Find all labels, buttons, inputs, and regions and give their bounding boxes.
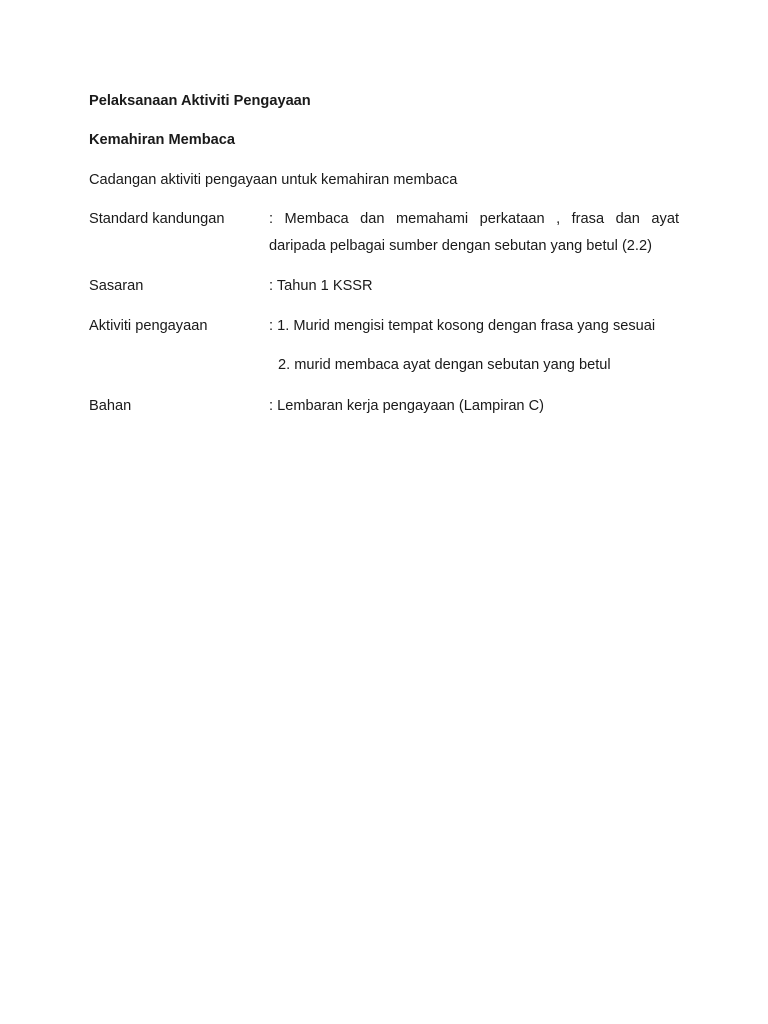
standard-value-line-2: daripada pelbagai sumber dengan sebutan yang betul (2.2) (269, 238, 652, 254)
document-title: Pelaksanaan Aktiviti Pengayaan (89, 93, 311, 109)
section-heading: Kemahiran Membaca (89, 132, 235, 148)
aktiviti-item-1: : 1. Murid mengisi tempat kosong dengan frasa yang sesuai (269, 318, 656, 334)
aktiviti-item-2: 2. murid membaca ayat dengan sebutan yang betul (278, 357, 611, 373)
bahan-label: Bahan (89, 398, 132, 414)
aktiviti-label: Aktiviti pengayaan (89, 318, 208, 334)
sasaran-label: Sasaran (89, 278, 144, 294)
standard-label: Standard kandungan (89, 211, 225, 227)
bahan-value: : Lembaran kerja pengayaan (Lampiran C) (269, 398, 545, 414)
standard-value-line-1: : Membaca dan memahami perkataan , frasa dan ayat (269, 211, 679, 227)
sasaran-value: : Tahun 1 KSSR (269, 278, 373, 294)
intro-text: Cadangan aktiviti pengayaan untuk kemahiran membaca (89, 172, 458, 188)
